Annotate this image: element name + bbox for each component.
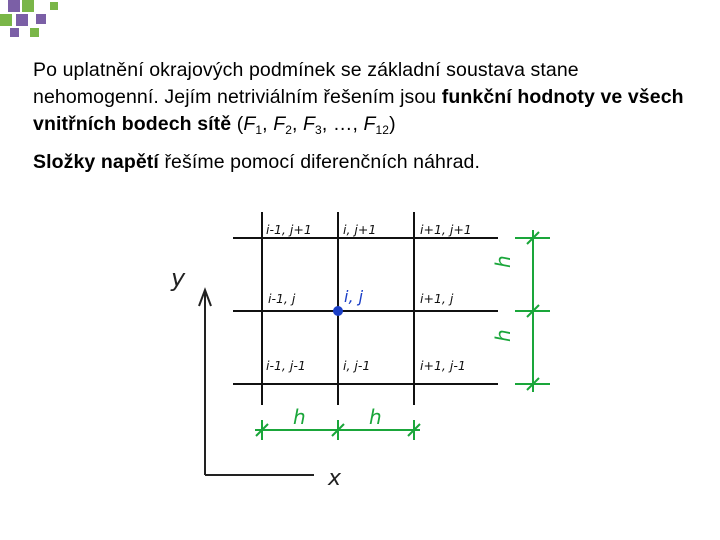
- coordinate-axes: [199, 290, 314, 475]
- h-spacing-label-1: h: [293, 405, 306, 429]
- node-label-mid-right: i+1, j: [420, 291, 454, 306]
- y-axis-label: y: [171, 264, 186, 292]
- horizontal-dimension: [255, 420, 420, 440]
- f3-sub: 3: [315, 123, 322, 137]
- v-spacing-label-2: h: [491, 329, 515, 342]
- h-spacing-label-2: h: [369, 405, 382, 429]
- node-label-bot-mid: i, j-1: [343, 358, 371, 373]
- f3-symbol: F: [303, 113, 316, 135]
- node-label-mid-left: i-1, j: [268, 291, 296, 306]
- node-labels: [266, 222, 472, 373]
- node-label-top-mid: i, j+1: [343, 222, 377, 237]
- f1-sub: 1: [255, 123, 263, 137]
- node-label-bot-right: i+1, j-1: [420, 358, 466, 373]
- f12-sub: 12: [375, 123, 390, 137]
- p1-close: ): [389, 113, 396, 135]
- x-axis-label: x: [328, 466, 342, 491]
- node-label-bot-left: i-1, j-1: [266, 358, 306, 373]
- f12-symbol: F: [363, 113, 376, 135]
- p1-sep3: , …,: [321, 113, 364, 135]
- p1-bold: funkční hodnoty ve všech vnitřních bodech sítě: [33, 86, 684, 135]
- node-label-top-left: i-1, j+1: [266, 222, 312, 237]
- vertical-dimension: [515, 230, 550, 392]
- p1-sep2: ,: [291, 113, 304, 135]
- f1-symbol: F: [243, 113, 256, 135]
- node-label-top-right: i+1, j+1: [420, 222, 472, 237]
- p1-sep1: ,: [262, 113, 274, 135]
- grid-lines: [233, 212, 498, 405]
- p2-bold: Složky napětí: [33, 151, 159, 173]
- f2-sub: 2: [285, 123, 292, 137]
- p1-text: Po uplatnění okrajových podmínek se základní soustava stane nehomogenní. Jejím netriviálním řešením jsou: [33, 59, 579, 108]
- f2-symbol: F: [273, 113, 286, 135]
- center-node-point: [333, 306, 343, 316]
- p2-text: řešíme pomocí diferenčních náhrad.: [158, 151, 481, 173]
- node-label-center: i, j: [344, 287, 364, 306]
- v-spacing-label-1: h: [491, 255, 515, 268]
- p1-open: (: [231, 113, 244, 135]
